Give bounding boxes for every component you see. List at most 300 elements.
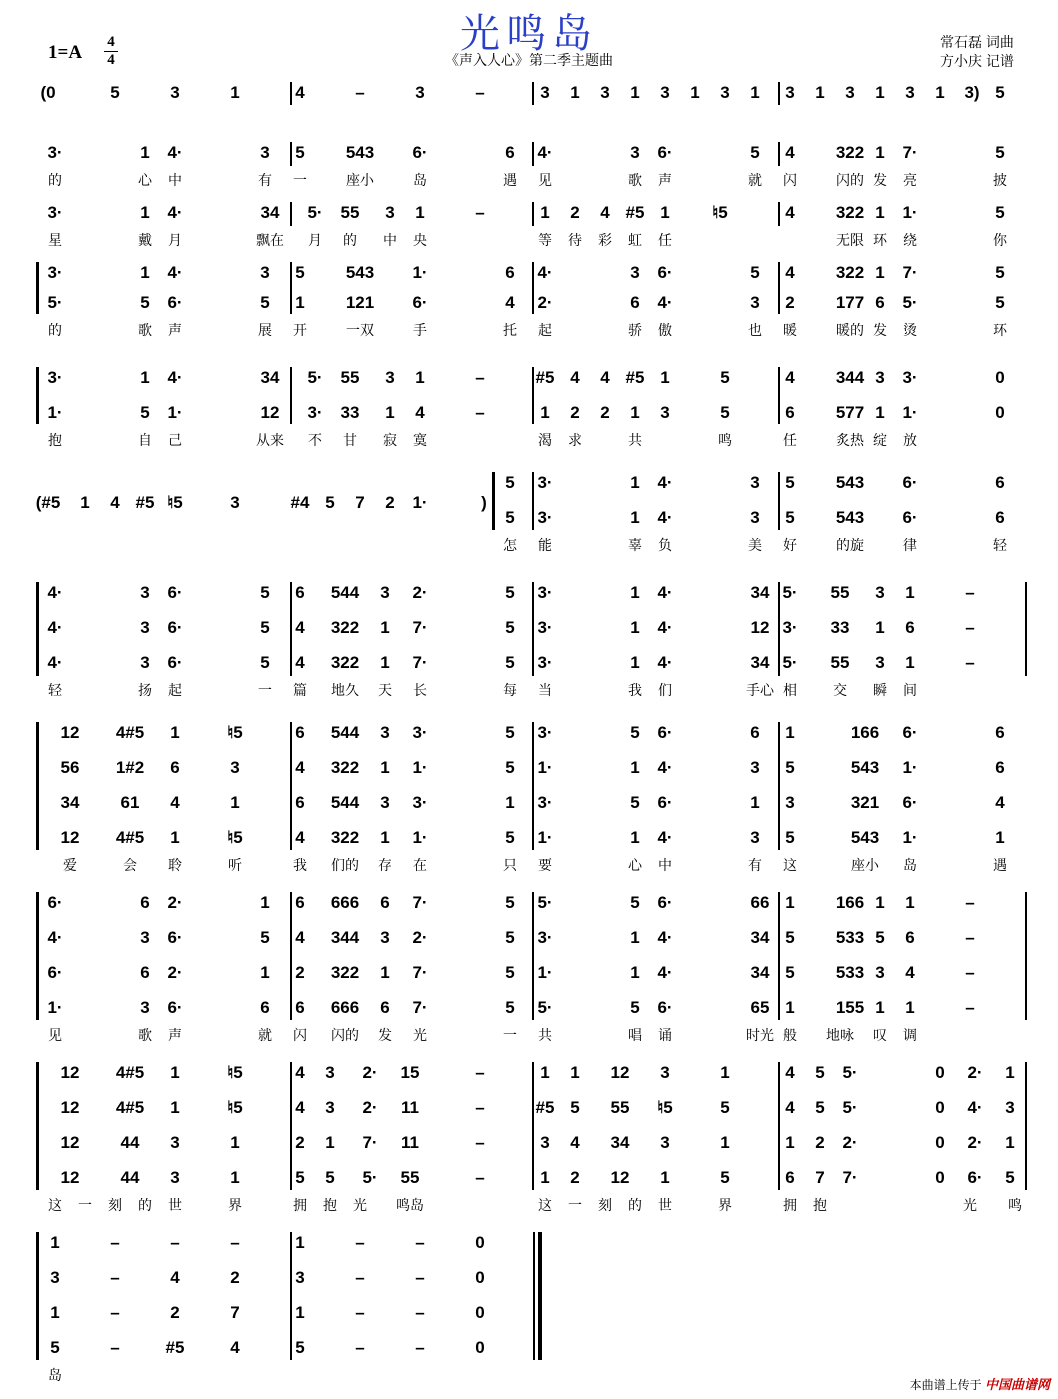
note: 3 — [785, 83, 795, 102]
note: 1 — [630, 928, 640, 947]
key-signature: 1=A — [48, 42, 83, 63]
note: 2· — [842, 1133, 858, 1152]
system-bracket — [36, 892, 39, 1020]
note: 5 — [505, 723, 515, 742]
note: 0 — [935, 1098, 945, 1117]
note: 3 — [140, 653, 150, 672]
note: 0 — [475, 1303, 485, 1322]
lyric: 月 — [308, 232, 322, 248]
lyric: 发 — [873, 322, 887, 338]
lyric: 光 — [413, 1027, 427, 1043]
note: 4 — [570, 368, 580, 387]
note: 65 — [750, 998, 770, 1017]
time-bottom: 4 — [104, 51, 118, 69]
note: 3 — [875, 653, 885, 672]
lyric: 心 — [138, 172, 152, 188]
lyric: 起 — [538, 322, 552, 338]
lyric: 中 — [658, 857, 672, 873]
note: 3 — [660, 403, 670, 422]
barline — [532, 1062, 534, 1190]
time-top: 4 — [107, 34, 115, 50]
lyric: 不 — [308, 432, 322, 448]
note: 1 — [1005, 1063, 1015, 1082]
barline — [532, 367, 534, 424]
lyric: 歌 — [138, 322, 152, 338]
barline — [290, 582, 292, 676]
note: 44 — [120, 1133, 140, 1152]
lyric: 中 — [383, 232, 397, 248]
lyric: 存 — [378, 857, 392, 873]
note: 166 — [835, 893, 865, 912]
note: 6 — [995, 473, 1005, 492]
note: 3 — [170, 1168, 180, 1187]
barline — [778, 722, 780, 850]
note: 6 — [295, 793, 305, 812]
note: – — [475, 368, 485, 387]
note: 5 — [815, 1063, 825, 1082]
lyric: 见 — [48, 1027, 62, 1043]
note: 1 — [875, 618, 885, 637]
note: 0 — [935, 1133, 945, 1152]
note: 4· — [657, 508, 673, 527]
note: 1 — [875, 998, 885, 1017]
note: 7· — [362, 1133, 378, 1152]
note: 5 — [785, 963, 795, 982]
note: 5 — [1005, 1168, 1015, 1187]
note: 12 — [610, 1063, 630, 1082]
note: 6· — [657, 893, 673, 912]
note: 5 — [50, 1338, 60, 1357]
lyric: 岛 — [413, 172, 427, 188]
note: 6· — [167, 998, 183, 1017]
note: 34 — [750, 653, 770, 672]
note: 56 — [60, 758, 80, 777]
note: 5 — [325, 493, 335, 512]
note: 5 — [720, 368, 730, 387]
note: 34 — [260, 203, 280, 222]
lyric: 光 — [963, 1197, 977, 1213]
note: 3 — [540, 1133, 550, 1152]
note: 1 — [570, 1063, 580, 1082]
note: 4#5 — [115, 1063, 145, 1082]
note: 2 — [600, 403, 610, 422]
note: 4 — [295, 83, 305, 102]
note: – — [415, 1233, 425, 1252]
barline — [532, 262, 534, 314]
lyric: 一双 — [346, 322, 374, 338]
barline — [290, 722, 292, 850]
note: 55 — [830, 583, 850, 602]
lyric: 环 — [993, 322, 1007, 338]
lyric: 无限 — [836, 232, 864, 248]
note: 3 — [385, 368, 395, 387]
lyric: 环 — [873, 232, 887, 248]
note: 4· — [47, 618, 63, 637]
note: 1 — [380, 963, 390, 982]
lyric: 这 — [783, 857, 797, 873]
note: 4 — [415, 403, 425, 422]
note: 2 — [570, 403, 580, 422]
note: 3 — [230, 758, 240, 777]
note: 4 — [505, 293, 515, 312]
note: 11 — [401, 1098, 419, 1117]
lyric: 调 — [903, 1027, 917, 1043]
note: 322 — [835, 263, 865, 282]
note: – — [110, 1338, 120, 1357]
note: 3 — [385, 203, 395, 222]
note: 4 — [170, 793, 180, 812]
lyric: 有 — [258, 172, 272, 188]
lyric: 在 — [413, 857, 427, 873]
note: 1· — [412, 493, 428, 512]
note: 55 — [400, 1168, 420, 1187]
note: #5 — [535, 368, 555, 387]
lyric: 的旋 — [836, 537, 864, 553]
note: 3· — [537, 653, 553, 672]
note: 1 — [540, 1063, 550, 1082]
note: 344 — [330, 928, 360, 947]
note: 1· — [902, 828, 918, 847]
lyric: 律 — [903, 537, 917, 553]
note: 5· — [537, 998, 553, 1017]
note: 3 — [260, 143, 270, 162]
note: 4 — [295, 828, 305, 847]
note: 6 — [295, 893, 305, 912]
note: 4 — [600, 203, 610, 222]
note: 3 — [140, 583, 150, 602]
note: 1 — [230, 793, 240, 812]
note: – — [355, 1303, 365, 1322]
lyric: 拥 — [293, 1197, 307, 1213]
note: 55 — [610, 1098, 630, 1117]
lyric: 任 — [783, 432, 797, 448]
note: ♮5 — [227, 723, 243, 742]
note: 5 — [295, 143, 305, 162]
note: 4 — [230, 1338, 240, 1357]
note: 2 — [570, 203, 580, 222]
note: – — [965, 998, 975, 1017]
note: 55 — [340, 368, 360, 387]
note: – — [965, 618, 975, 637]
note: 3 — [170, 83, 180, 102]
note: 2· — [167, 963, 183, 982]
note: 7· — [412, 618, 428, 637]
lyric: 光 — [353, 1197, 367, 1213]
note: ♮5 — [167, 493, 183, 512]
note: 6 — [630, 293, 640, 312]
note: – — [415, 1268, 425, 1287]
lyric: 戴 — [138, 232, 152, 248]
note: 544 — [330, 793, 360, 812]
note: 543 — [345, 143, 375, 162]
note: 12 — [60, 1063, 80, 1082]
lyric: 的 — [48, 172, 62, 188]
lyric: 歌 — [628, 172, 642, 188]
barline — [778, 82, 780, 105]
note: 4· — [167, 263, 183, 282]
lyric: 声 — [658, 172, 672, 188]
barline — [290, 367, 292, 424]
note: 1 — [785, 1133, 795, 1152]
lyric: 求 — [568, 432, 582, 448]
note: – — [230, 1233, 240, 1252]
note: 3) — [964, 83, 980, 102]
barline — [290, 1232, 292, 1360]
note: 4 — [785, 1098, 795, 1117]
note: – — [965, 583, 975, 602]
note: 4 — [570, 1133, 580, 1152]
note: 3 — [380, 928, 390, 947]
note: 1 — [380, 618, 390, 637]
note: 3 — [415, 83, 425, 102]
note: 1 — [385, 403, 395, 422]
lyric: 刻 — [108, 1197, 122, 1213]
note: 533 — [835, 963, 865, 982]
note: – — [355, 1233, 365, 1252]
note: 1 — [905, 893, 915, 912]
footer-credit — [910, 1374, 1050, 1393]
note: 66 — [750, 893, 770, 912]
lyric: 天 — [378, 682, 392, 698]
note: 1· — [167, 403, 183, 422]
note: 1· — [902, 203, 918, 222]
footer-prefix: 本曲谱上传于 — [909, 1378, 982, 1392]
note: 6 — [905, 928, 915, 947]
note: 5 — [505, 828, 515, 847]
barline — [532, 722, 534, 850]
lyric: 怎 — [503, 537, 517, 553]
note: 5 — [505, 998, 515, 1017]
lyric: 你 — [993, 232, 1007, 248]
note: 3 — [230, 493, 240, 512]
note: 6 — [380, 893, 390, 912]
song-subtitle: 《声入人心》第二季主题曲 — [445, 52, 613, 68]
note: 1 — [875, 143, 885, 162]
note: 4· — [657, 828, 673, 847]
note: 4#5 — [115, 1098, 145, 1117]
note: 6· — [412, 143, 428, 162]
note: 2 — [230, 1268, 240, 1287]
note: 3 — [600, 83, 610, 102]
note: 1 — [380, 653, 390, 672]
lyric: 央 — [413, 232, 427, 248]
note: 4 — [170, 1268, 180, 1287]
lyric: 展 — [258, 322, 272, 338]
note: 5 — [785, 928, 795, 947]
note: 3 — [325, 1063, 335, 1082]
final-barline-thick — [538, 1232, 542, 1360]
note: 1 — [630, 758, 640, 777]
barline — [778, 142, 780, 166]
lyric: 美 — [748, 537, 762, 553]
note: 543 — [850, 828, 880, 847]
note: 33 — [830, 618, 850, 637]
note: 61 — [120, 793, 140, 812]
lyric: 界 — [228, 1197, 242, 1213]
note: 3· — [537, 793, 553, 812]
barline — [778, 472, 780, 530]
lyric: 岛 — [48, 1367, 62, 1383]
note: 1 — [905, 653, 915, 672]
note: 4· — [657, 473, 673, 492]
barline — [778, 1062, 780, 1190]
lyric: 发 — [378, 1027, 392, 1043]
note: 6· — [657, 143, 673, 162]
lyric: 炙热 — [836, 432, 864, 448]
note: 5· — [782, 583, 798, 602]
note: 1 — [1005, 1133, 1015, 1152]
note: 6· — [902, 508, 918, 527]
lyric: 任 — [658, 232, 672, 248]
time-signature — [104, 34, 118, 69]
note: 2 — [570, 1168, 580, 1187]
note: 533 — [835, 928, 865, 947]
note: 6 — [995, 723, 1005, 742]
note: 1 — [380, 758, 390, 777]
note: 6· — [167, 928, 183, 947]
note: 1 — [540, 1168, 550, 1187]
note: 1 — [785, 998, 795, 1017]
note: 1 — [505, 793, 515, 812]
note: 5 — [785, 758, 795, 777]
note: 1 — [170, 723, 180, 742]
note: 5 — [720, 1168, 730, 1187]
note: 6· — [167, 653, 183, 672]
note: 4 — [785, 368, 795, 387]
lyric: 寂 — [383, 432, 397, 448]
lyric: 烫 — [903, 322, 917, 338]
note: 12 — [750, 618, 770, 637]
note: 4· — [657, 583, 673, 602]
lyric: 绕 — [903, 232, 917, 248]
lyric: 己 — [168, 432, 182, 448]
note: 6 — [140, 963, 150, 982]
note: 1 — [720, 1133, 730, 1152]
lyric: 刻 — [598, 1197, 612, 1213]
note: 5 — [505, 473, 515, 492]
lyric: 遇 — [993, 857, 1007, 873]
note: 5 — [630, 998, 640, 1017]
note: 1 — [415, 368, 425, 387]
note: 1 — [935, 83, 945, 102]
note: – — [355, 83, 365, 102]
note: 7· — [412, 653, 428, 672]
note: 6 — [995, 508, 1005, 527]
lyric: 声 — [168, 322, 182, 338]
lyric: 闪的 — [836, 172, 864, 188]
lyric: 世 — [168, 1197, 182, 1213]
note: 6· — [47, 893, 63, 912]
note: 2 — [815, 1133, 825, 1152]
note: 1 — [540, 203, 550, 222]
note: 2· — [362, 1063, 378, 1082]
note: ♮5 — [712, 203, 728, 222]
lyric: 也 — [748, 322, 762, 338]
note: 4· — [167, 143, 183, 162]
lyric: 这 — [48, 1197, 62, 1213]
barline — [778, 892, 780, 1020]
note: 6 — [505, 263, 515, 282]
lyric: 长 — [413, 682, 427, 698]
note: 1 — [750, 793, 760, 812]
note: 3· — [537, 618, 553, 637]
note: 1 — [995, 828, 1005, 847]
note: 1· — [537, 828, 553, 847]
lyric: 会 — [123, 857, 137, 873]
note: 1 — [875, 403, 885, 422]
lyric: 们 — [658, 682, 672, 698]
note: 5 — [750, 263, 760, 282]
barline — [290, 892, 292, 1020]
note: 543 — [835, 508, 865, 527]
note: – — [355, 1338, 365, 1357]
lyric: 起 — [168, 682, 182, 698]
note: 3· — [902, 368, 918, 387]
note: 4· — [537, 143, 553, 162]
note: 1 — [630, 828, 640, 847]
note: 1 — [230, 1133, 240, 1152]
note: 4· — [537, 263, 553, 282]
note: 543 — [345, 263, 375, 282]
note: 1 — [875, 893, 885, 912]
note: 1 — [50, 1303, 60, 1322]
lyric: 闪 — [783, 172, 797, 188]
lyric: 拥 — [783, 1197, 797, 1213]
note: 4· — [47, 928, 63, 947]
note: 1 — [875, 203, 885, 222]
note: 5 — [785, 828, 795, 847]
note: 1 — [660, 203, 670, 222]
note: 3 — [750, 828, 760, 847]
lyric: 暖的 — [836, 322, 864, 338]
note: 1 — [875, 263, 885, 282]
note: – — [475, 1063, 485, 1082]
note: 4#5 — [115, 723, 145, 742]
barline — [532, 142, 534, 166]
note: 4 — [110, 493, 120, 512]
note: 3 — [170, 1133, 180, 1152]
lyric: 世 — [658, 1197, 672, 1213]
note: 3 — [50, 1268, 60, 1287]
note: 5 — [570, 1098, 580, 1117]
note: 2· — [412, 928, 428, 947]
note: 4· — [657, 618, 673, 637]
note: 0 — [935, 1063, 945, 1082]
lyric: 的 — [48, 322, 62, 338]
lyric: 共 — [628, 432, 642, 448]
barline — [778, 582, 780, 676]
note: 34 — [60, 793, 80, 812]
note: 544 — [330, 723, 360, 742]
note: 12 — [260, 403, 280, 422]
note: – — [475, 1168, 485, 1187]
note: 4· — [167, 203, 183, 222]
note: 0 — [475, 1233, 485, 1252]
lyric: 飘在 — [256, 232, 284, 248]
note: 5 — [260, 293, 270, 312]
note: 6· — [902, 723, 918, 742]
note: 666 — [330, 893, 360, 912]
lyric: 披 — [993, 172, 1007, 188]
note: 1 — [230, 1168, 240, 1187]
note: 5 — [995, 83, 1005, 102]
note: 5· — [362, 1168, 378, 1187]
note: 3· — [537, 508, 553, 527]
note: 3 — [325, 1098, 335, 1117]
lyric: 一 — [503, 1027, 517, 1043]
note: 5 — [875, 928, 885, 947]
lyric: 待 — [568, 232, 582, 248]
